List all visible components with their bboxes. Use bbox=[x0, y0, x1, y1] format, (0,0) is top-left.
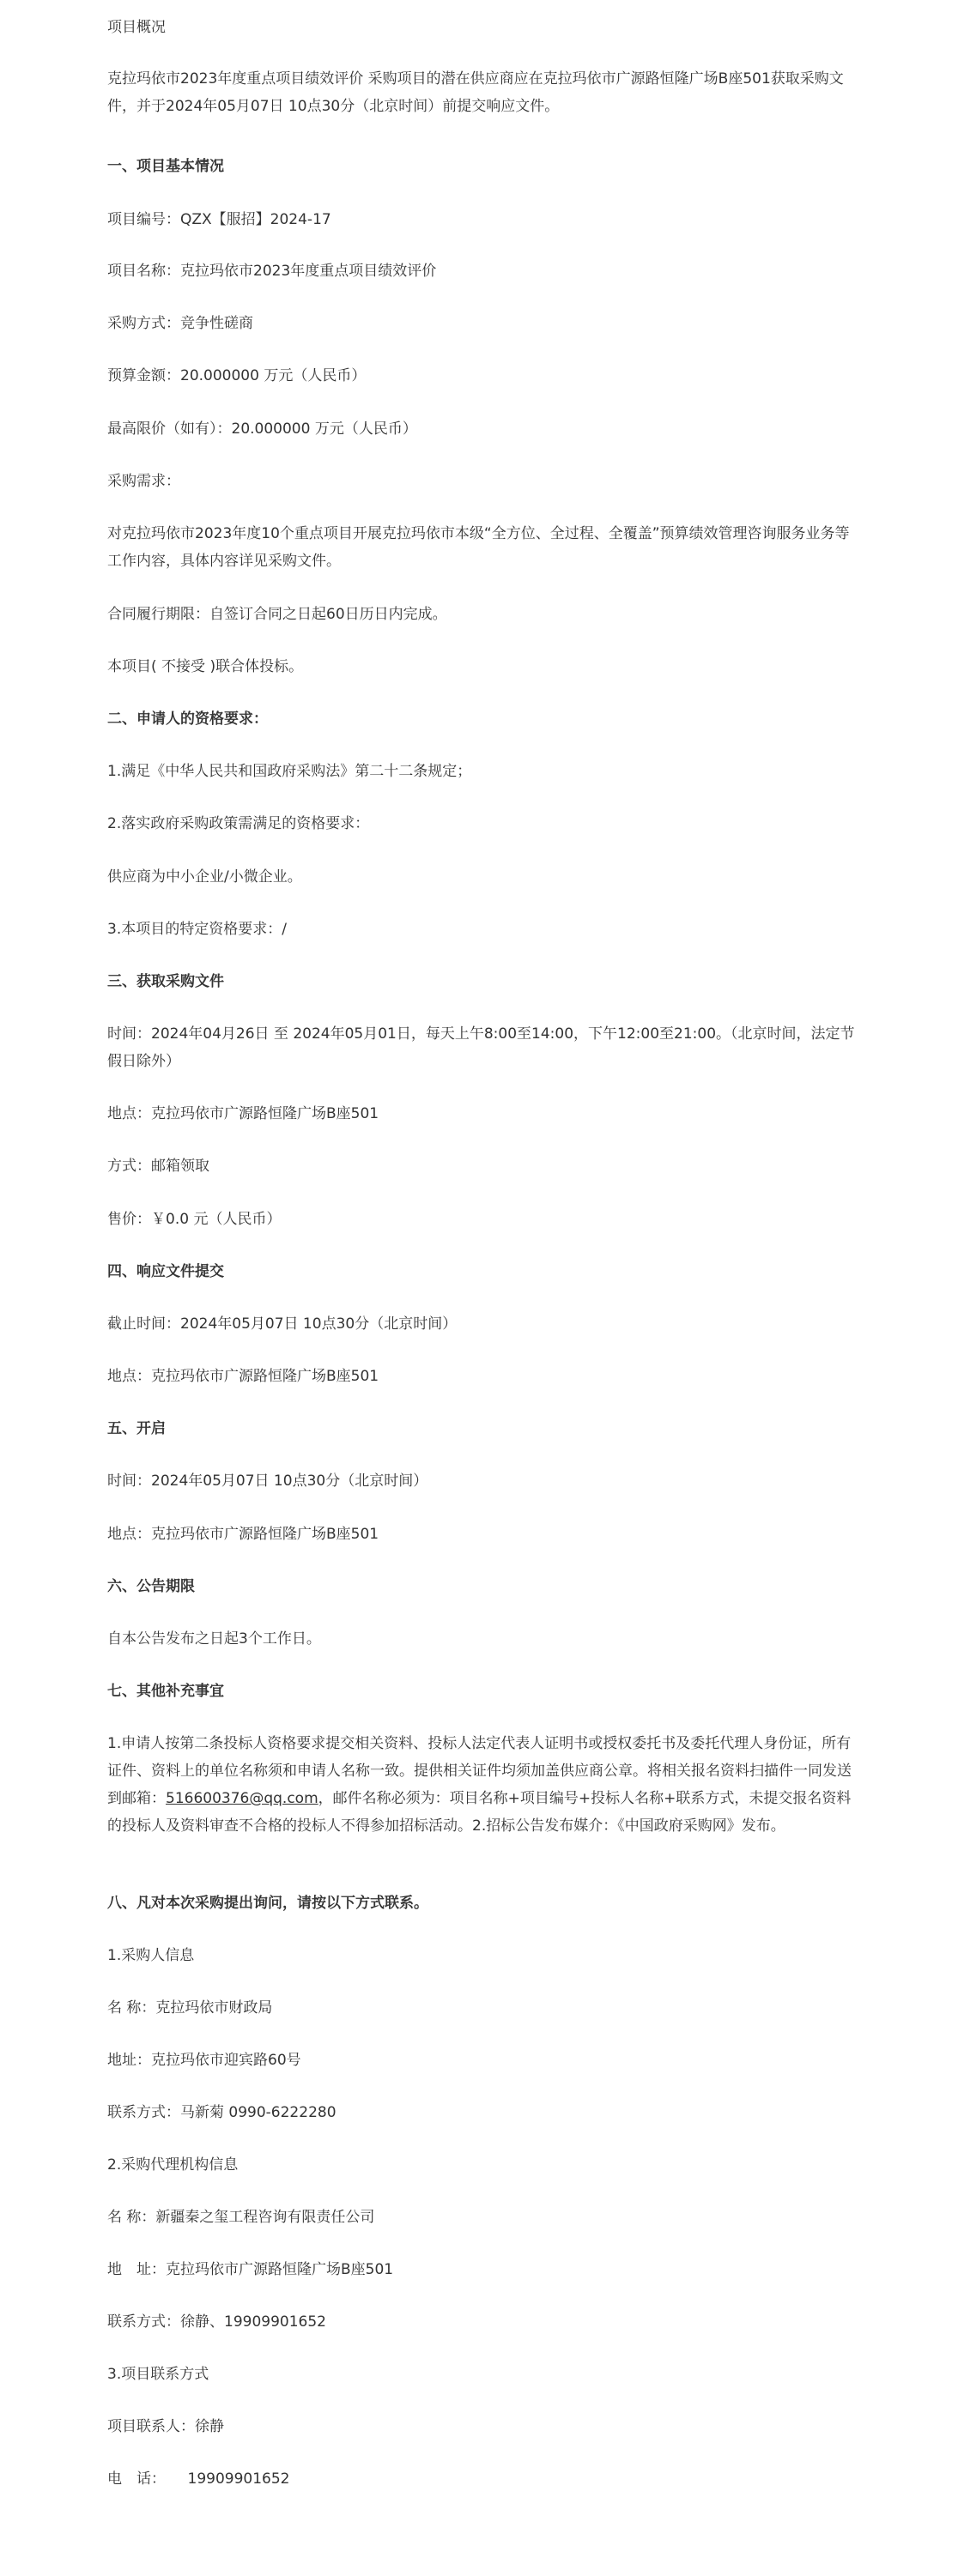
buyer-info-title: 1.采购人信息 bbox=[107, 1947, 195, 1964]
qualification-item-2: 2.落实政府采购政策需满足的资格要求： bbox=[107, 815, 370, 832]
consortium-note: 本项目( 不接受 )联合体投标。 bbox=[107, 658, 304, 675]
agency-info-title: 2.采购代理机构信息 bbox=[107, 2156, 239, 2174]
demand-text: 对克拉玛依市2023年度10个重点项目开展克拉玛依市本级“全方位、全过程、全覆盖”预算绩效管理咨询服务业务等工作内容，具体内容详见采购文件。 bbox=[107, 525, 850, 570]
qualification-item-3: 3.本项目的特定资格要求：/ bbox=[107, 921, 287, 938]
agency-contact: 联系方式：徐静、19909901652 bbox=[107, 2313, 326, 2331]
buyer-contact: 联系方式：马新菊 0990-6222280 bbox=[107, 2104, 337, 2121]
section-4-heading: 四、响应文件提交 bbox=[107, 1263, 224, 1280]
project-contact-phone: 电 话： 19909901652 bbox=[107, 2470, 290, 2488]
max-price: 最高限价（如有）：20.000000 万元（人民币） bbox=[107, 420, 417, 438]
section-3-heading: 三、获取采购文件 bbox=[107, 973, 224, 990]
project-number: 项目编号：QZX【服招】2024-17 bbox=[107, 211, 331, 228]
project-name: 项目名称：克拉玛依市2023年度重点项目绩效评价 bbox=[107, 263, 437, 280]
section-8-heading: 八、凡对本次采购提出询问，请按以下方式联系。 bbox=[107, 1895, 428, 1912]
document-price: 售价：￥0.0 元（人民币） bbox=[107, 1211, 282, 1228]
sme-requirement: 供应商为中小企业/小微企业。 bbox=[107, 868, 302, 886]
buyer-name: 名 称：克拉玛依市财政局 bbox=[107, 1999, 273, 2017]
demand-label: 采购需求： bbox=[107, 473, 180, 490]
overview-title: 项目概况 bbox=[107, 19, 166, 36]
submission-deadline: 截止时间：2024年05月07日 10点30分（北京时间） bbox=[107, 1315, 458, 1333]
procurement-method: 采购方式：竞争性磋商 bbox=[107, 315, 253, 332]
submission-place: 地点：克拉玛依市广源路恒隆广场B座501 bbox=[107, 1368, 379, 1385]
qualification-item-1: 1.满足《中华人民共和国政府采购法》第二十二条规定； bbox=[107, 763, 472, 780]
email-link[interactable]: 516600376@qq.com bbox=[166, 1790, 318, 1807]
opening-time: 时间：2024年05月07日 10点30分（北京时间） bbox=[107, 1472, 428, 1490]
contract-period: 合同履行期限：自签订合同之日起60日历日内完成。 bbox=[107, 606, 447, 623]
project-contact-title: 3.项目联系方式 bbox=[107, 2366, 209, 2383]
section-1-heading: 一、项目基本情况 bbox=[107, 158, 224, 175]
opening-place: 地点：克拉玛依市广源路恒隆广场B座501 bbox=[107, 1526, 379, 1543]
agency-name: 名 称：新疆秦之玺工程咨询有限责任公司 bbox=[107, 2209, 375, 2226]
section-6-heading: 六、公告期限 bbox=[107, 1578, 195, 1595]
overview-text: 克拉玛依市2023年度重点项目绩效评价 采购项目的潜在供应商应在克拉玛依市广源路恒隆广场B座501获取采购文件，并于2024年05月07日 10点30分（北京时间）前提交响应文件。 bbox=[107, 70, 844, 115]
obtain-method: 方式：邮箱领取 bbox=[107, 1158, 209, 1175]
supplementary-text-part-2: ，邮件名称必须为：项目名称+项目编号+投标人名称+联系方式，未提交报名资料的投标人及资料审查不合格的投标人不得参加招标活动。2.招标公告发布媒介：《中国政府采购网》发布。 bbox=[107, 1790, 852, 1835]
project-contact-person: 项目联系人：徐静 bbox=[107, 2418, 224, 2435]
supplementary-text-part-1: 1.申请人按第二条投标人资格要求提交相关资料、投标人法定代表人证明书或授权委托书及委托代理人身份证，所有证件、资料上的单位名称须和申请人名称一致。提供相关证件均须加盖供应商公章。将相关报名资料扫描件一同发送到邮箱： bbox=[107, 1735, 852, 1807]
buyer-address: 地址：克拉玛依市迎宾路60号 bbox=[107, 2052, 301, 2069]
section-5-heading: 五、开启 bbox=[107, 1420, 166, 1437]
section-2-heading: 二、申请人的资格要求： bbox=[107, 711, 268, 728]
obtain-time: 时间：2024年04月26日 至 2024年05月01日，每天上午8:00至14:00，下午12:00至21:00。（北京时间，法定节假日除外） bbox=[107, 1025, 855, 1070]
notice-period: 自本公告发布之日起3个工作日。 bbox=[107, 1630, 321, 1648]
agency-address: 地 址：克拉玛依市广源路恒隆广场B座501 bbox=[107, 2261, 394, 2278]
budget-amount: 预算金额：20.000000 万元（人民币） bbox=[107, 367, 367, 384]
section-7-heading: 七、其他补充事宜 bbox=[107, 1683, 224, 1700]
obtain-place: 地点：克拉玛依市广源路恒隆广场B座501 bbox=[107, 1105, 379, 1122]
supplementary-text bbox=[107, 1730, 863, 1840]
